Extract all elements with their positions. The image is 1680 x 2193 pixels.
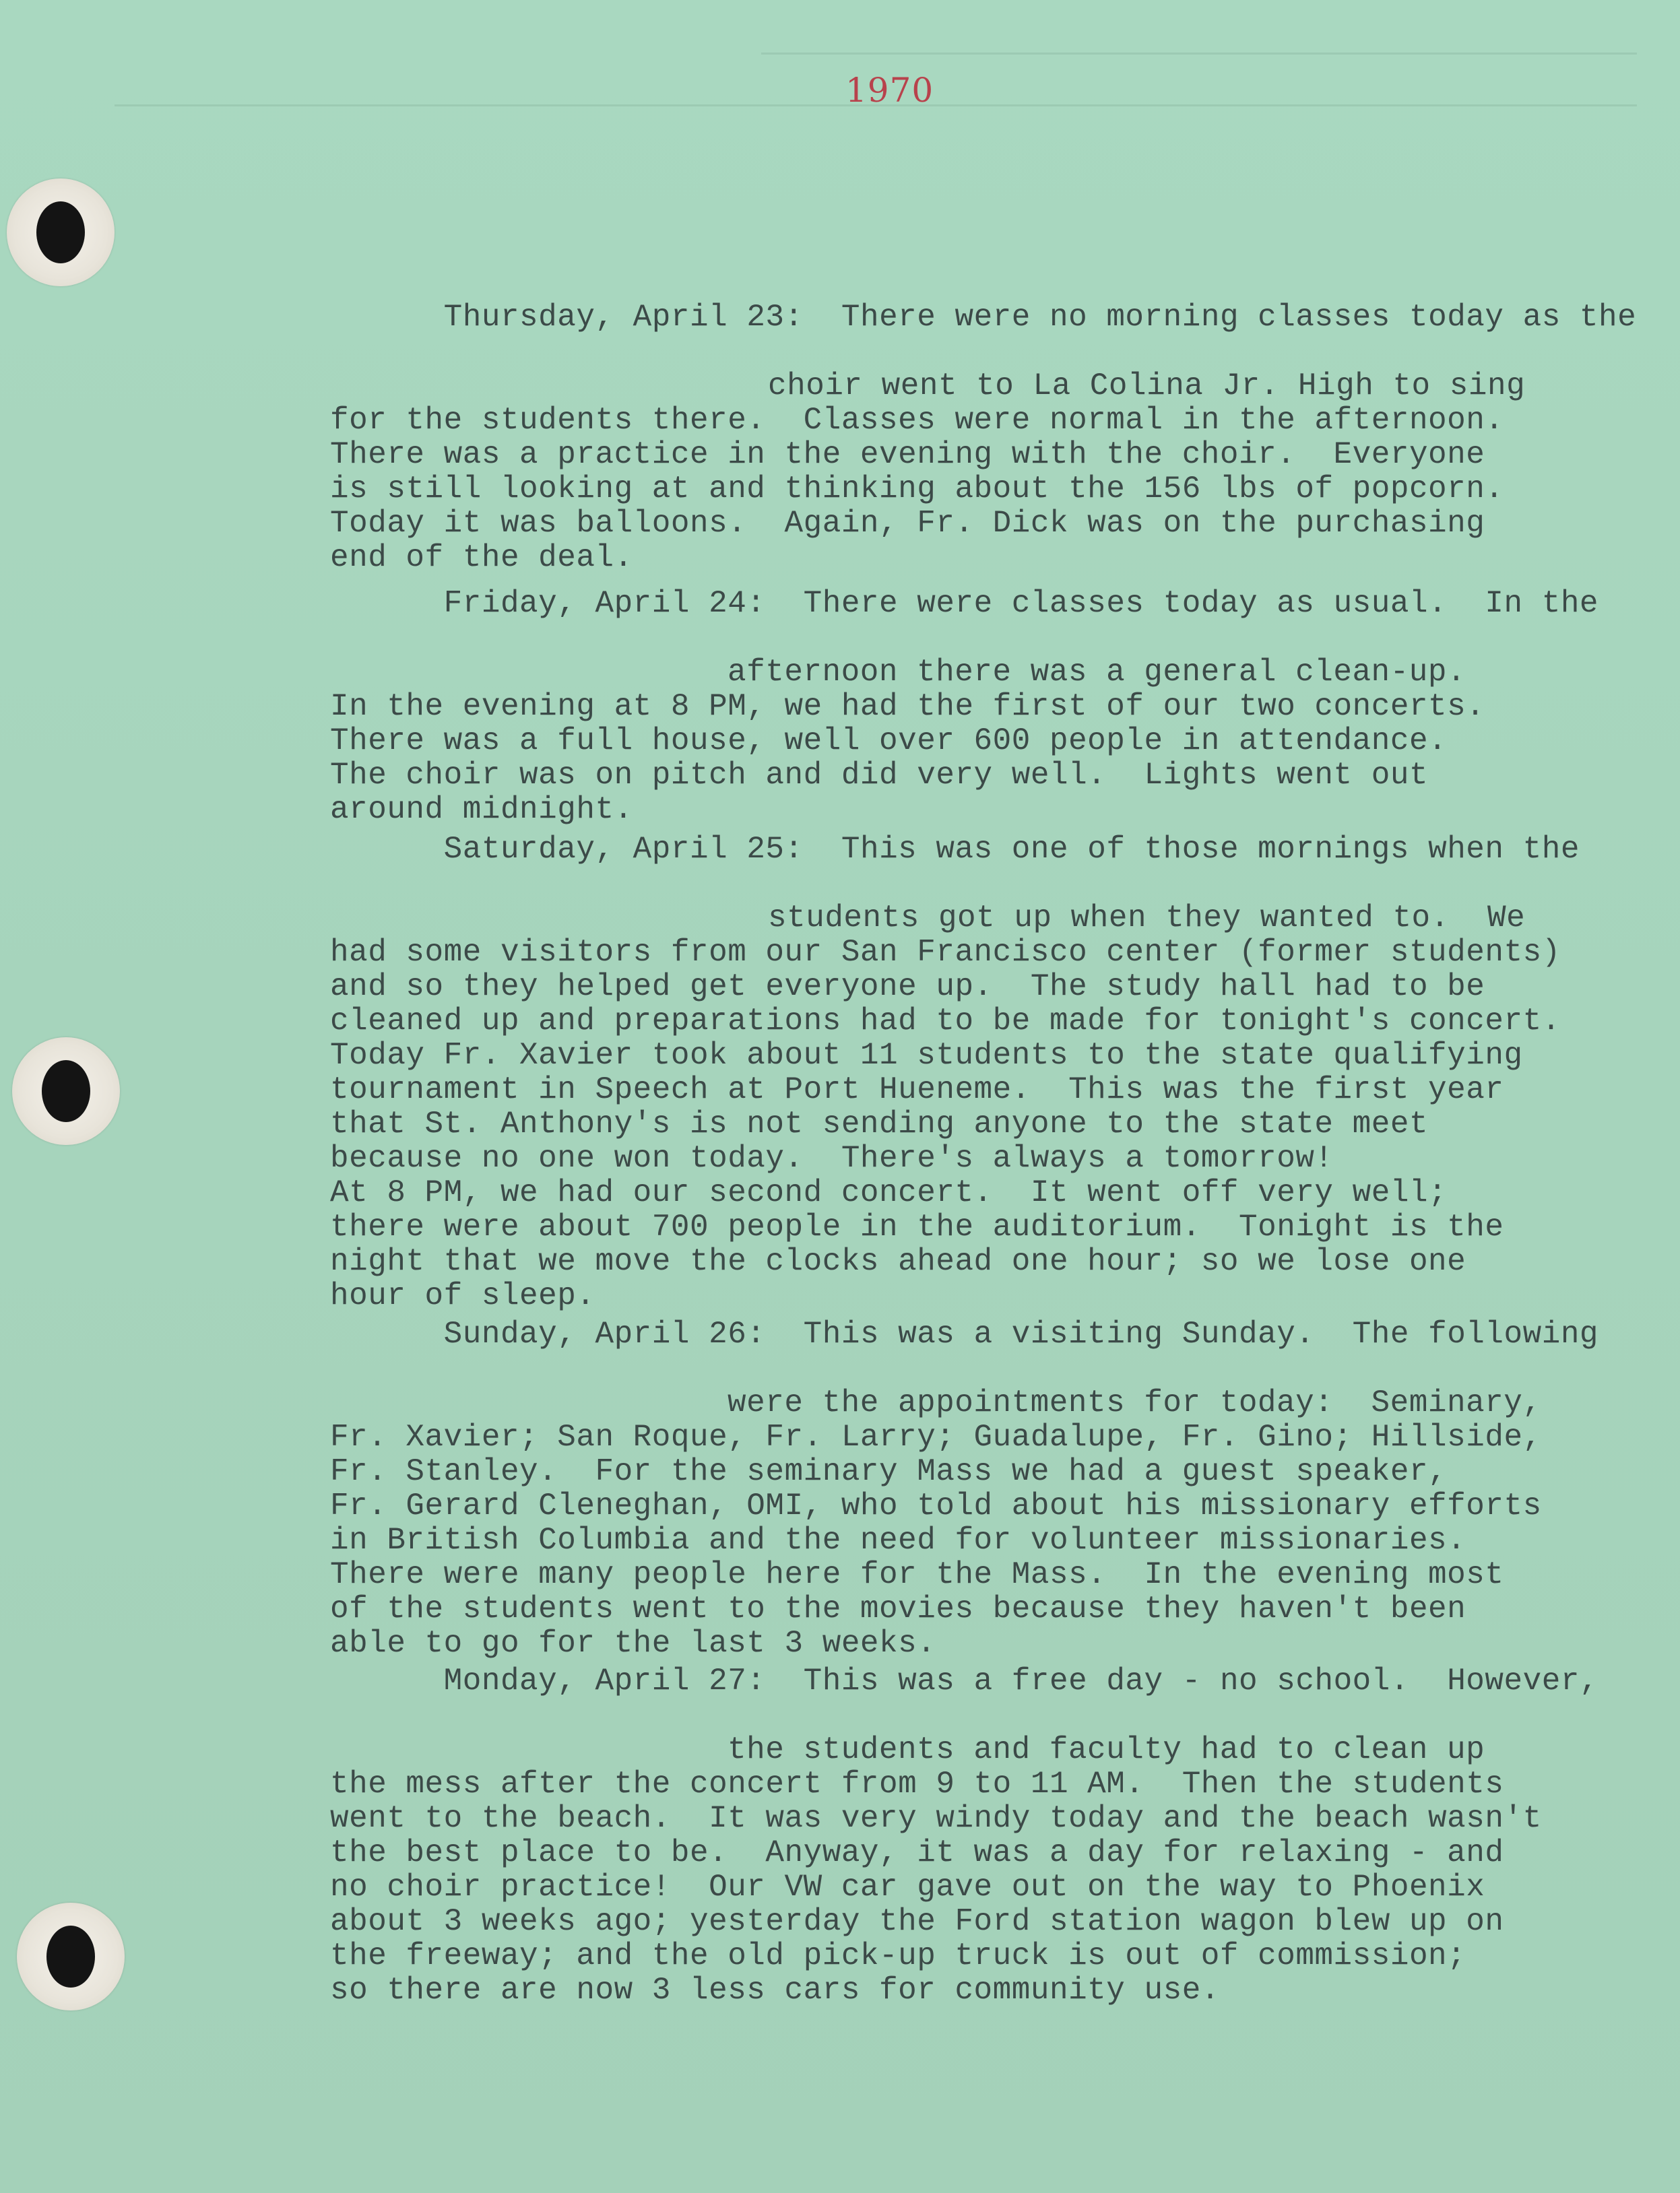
- entry-line: no choir practice! Our VW car gave out on the way to Phoenix: [330, 1870, 1485, 1905]
- entry-line: The choir was on pitch and did very well. Lights went out: [330, 758, 1429, 793]
- entry-line: the mess after the concert from 9 to 11 AM. Then the students: [330, 1767, 1504, 1802]
- entry-heading: Thursday, April 23:: [443, 300, 804, 335]
- entry-line: hour of sleep.: [330, 1278, 595, 1313]
- entry-line: end of the deal.: [330, 540, 633, 575]
- entry-line: there were about 700 people in the auditorium. Tonight is the: [330, 1210, 1504, 1245]
- entry-line: of the students went to the movies because they haven't been: [330, 1592, 1466, 1627]
- entry-first-line: were the appointments for today: Seminary,: [728, 1385, 1542, 1420]
- entry-line: in British Columbia and the need for volunteer missionaries.: [330, 1523, 1466, 1558]
- entry-heading: Sunday, April 26:: [443, 1317, 766, 1352]
- punch-hole-top: [7, 178, 115, 286]
- diary-entry-friday: [330, 552, 1664, 827]
- punch-hole-bottom: [17, 1903, 125, 2010]
- entry-line: Fr. Stanley. For the seminary Mass we had a guest speaker,: [330, 1454, 1448, 1489]
- entry-line: At 8 PM, we had our second concert. It went off very well;: [330, 1175, 1448, 1210]
- entry-first-line: There were no morning classes today as the: [841, 300, 1637, 335]
- entry-first-line: students got up when they wanted to. We: [768, 901, 1526, 936]
- entry-line: Fr. Xavier; San Roque, Fr. Larry; Guadalupe, Fr. Gino; Hillside,: [330, 1420, 1542, 1455]
- entry-first-line: the students and faculty had to clean up: [728, 1732, 1485, 1767]
- diary-entry-sunday: [330, 1283, 1664, 1661]
- entry-line: Fr. Gerard Cleneghan, OMI, who told about his missionary efforts: [330, 1488, 1542, 1524]
- page-year: 1970: [845, 71, 934, 110]
- entry-heading: Saturday, April 25:: [443, 832, 804, 867]
- entry-line: There were many people here for the Mass. In the evening most: [330, 1557, 1504, 1592]
- entry-line: cleaned up and preparations had to be made for tonight's concert.: [330, 1004, 1561, 1039]
- entry-first-line: afternoon there was a general clean-up.: [728, 655, 1466, 690]
- entry-line: the best place to be. Anyway, it was a day for relaxing - and: [330, 1835, 1504, 1870]
- entry-line: There was a practice in the evening with the choir. Everyone: [330, 437, 1485, 472]
- entry-first-line: There were classes today as usual. In the: [803, 586, 1599, 621]
- entry-line: went to the beach. It was very windy today and the beach wasn't: [330, 1801, 1542, 1836]
- entry-line: about 3 weeks ago; yesterday the Ford station wagon blew up on: [330, 1904, 1504, 1939]
- entry-line: Today Fr. Xavier took about 11 students to the state qualifying: [330, 1038, 1523, 1073]
- entry-heading: Monday, April 27:: [443, 1664, 766, 1699]
- entry-heading: Friday, April 24:: [443, 586, 766, 621]
- entry-line: night that we move the clocks ahead one hour; so we lose one: [330, 1244, 1466, 1279]
- entry-first-line: This was one of those mornings when the: [841, 832, 1580, 867]
- entry-line: In the evening at 8 PM, we had the first of our two concerts.: [330, 689, 1485, 724]
- entry-line: is still looking at and thinking about the 156 lbs of popcorn.: [330, 471, 1504, 506]
- entry-first-line: This was a visiting Sunday. The following: [803, 1317, 1599, 1352]
- entry-line: and so they helped get everyone up. The study hall had to be: [330, 969, 1485, 1004]
- entry-line: had some visitors from our San Francisco center (former students): [330, 935, 1561, 970]
- entry-line: for the students there. Classes were normal in the afternoon.: [330, 403, 1504, 438]
- entry-line: Today it was balloons. Again, Fr. Dick was on the purchasing: [330, 506, 1485, 541]
- entry-line: tournament in Speech at Port Hueneme. This was the first year: [330, 1072, 1504, 1107]
- entry-line: that St. Anthony's is not sending anyone to the state meet: [330, 1107, 1429, 1142]
- entry-line: able to go for the last 3 weeks.: [330, 1626, 936, 1661]
- entry-first-line: choir went to La Colina Jr. High to sing: [768, 368, 1526, 403]
- diary-entry-saturday: [330, 798, 1664, 1313]
- punch-hole-middle: [12, 1037, 120, 1145]
- entry-line: so there are now 3 less cars for community use.: [330, 1973, 1220, 2008]
- entry-line: the freeway; and the old pick-up truck is out of commission;: [330, 1938, 1466, 1973]
- entry-line: around midnight.: [330, 792, 633, 827]
- diary-entry-monday: [330, 1630, 1664, 2008]
- diary-entry-thursday: [330, 266, 1664, 575]
- entry-line: because no one won today. There's always a tomorrow!: [330, 1141, 1334, 1176]
- top-rule-upper: [761, 53, 1637, 55]
- entry-first-line: This was a free day - no school. However,: [803, 1664, 1599, 1699]
- entry-line: There was a full house, well over 600 people in attendance.: [330, 723, 1448, 758]
